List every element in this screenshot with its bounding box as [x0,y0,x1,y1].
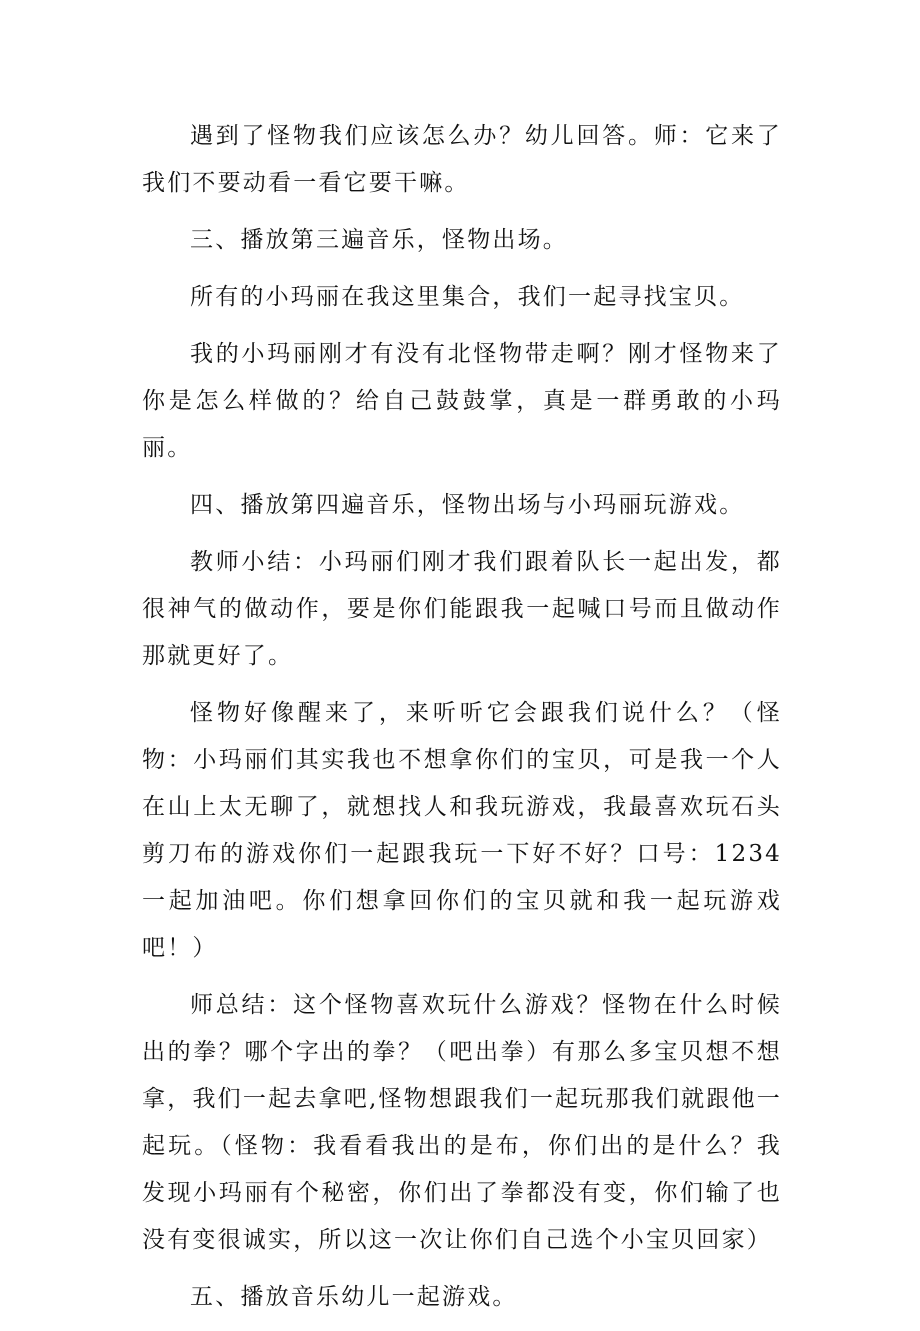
paragraph-7: 怪物好像醒来了，来听听它会跟我们说什么？（怪物：小玛丽们其实我也不想拿你们的宝贝，可是我一个人在山上太无聊了，就想找人和我玩游戏，我最喜欢玩石头剪刀布的游戏你们一起跟我玩一下好不好？口号：1234 一起加油吧。你们想拿回你们的宝贝就和我一起玩游戏吧！） [142,700,782,961]
section-heading-5: 五、播放音乐幼儿一起游戏。 [190,1284,518,1310]
section-heading-4: 四、播放第四遍音乐，怪物出场与小玛丽玩游戏。 [190,492,745,518]
document-body [142,113,782,1331]
paragraph-4: 我的小玛丽刚才有没有北怪物带走啊？刚才怪物来了你是怎么样做的？给自己鼓鼓掌，真是一群勇敢的小玛丽。 [142,341,782,461]
paragraph-6: 教师小结：小玛丽们刚才我们跟着队长一起出发，都很神气的做动作，要是你们能跟我一起喊口号而且做动作那就更好了。 [142,549,782,669]
paragraph-8: 师总结：这个怪物喜欢玩什么游戏？怪物在什么时候出的拳？哪个字出的拳？（吧出拳）有那么多宝贝想不想拿，我们一起去拿吧,怪物想跟我们一起玩那我们就跟他一起玩。（怪物：我看看我出的是布，你们出的是什么？我发现小玛丽有个秘密，你们出了拳都没有变，你们输了也没有变很诚实，所以这一次让你们自己选个小宝贝回家） [142,992,782,1253]
paragraph-1: 遇到了怪物我们应该怎么办？幼儿回答。师：它来了我们不要动看一看它要干嘛。 [142,123,782,196]
paragraph-3: 所有的小玛丽在我这里集合，我们一起寻找宝贝。 [190,284,745,310]
section-heading-3: 三、播放第三遍音乐，怪物出场。 [190,227,568,253]
